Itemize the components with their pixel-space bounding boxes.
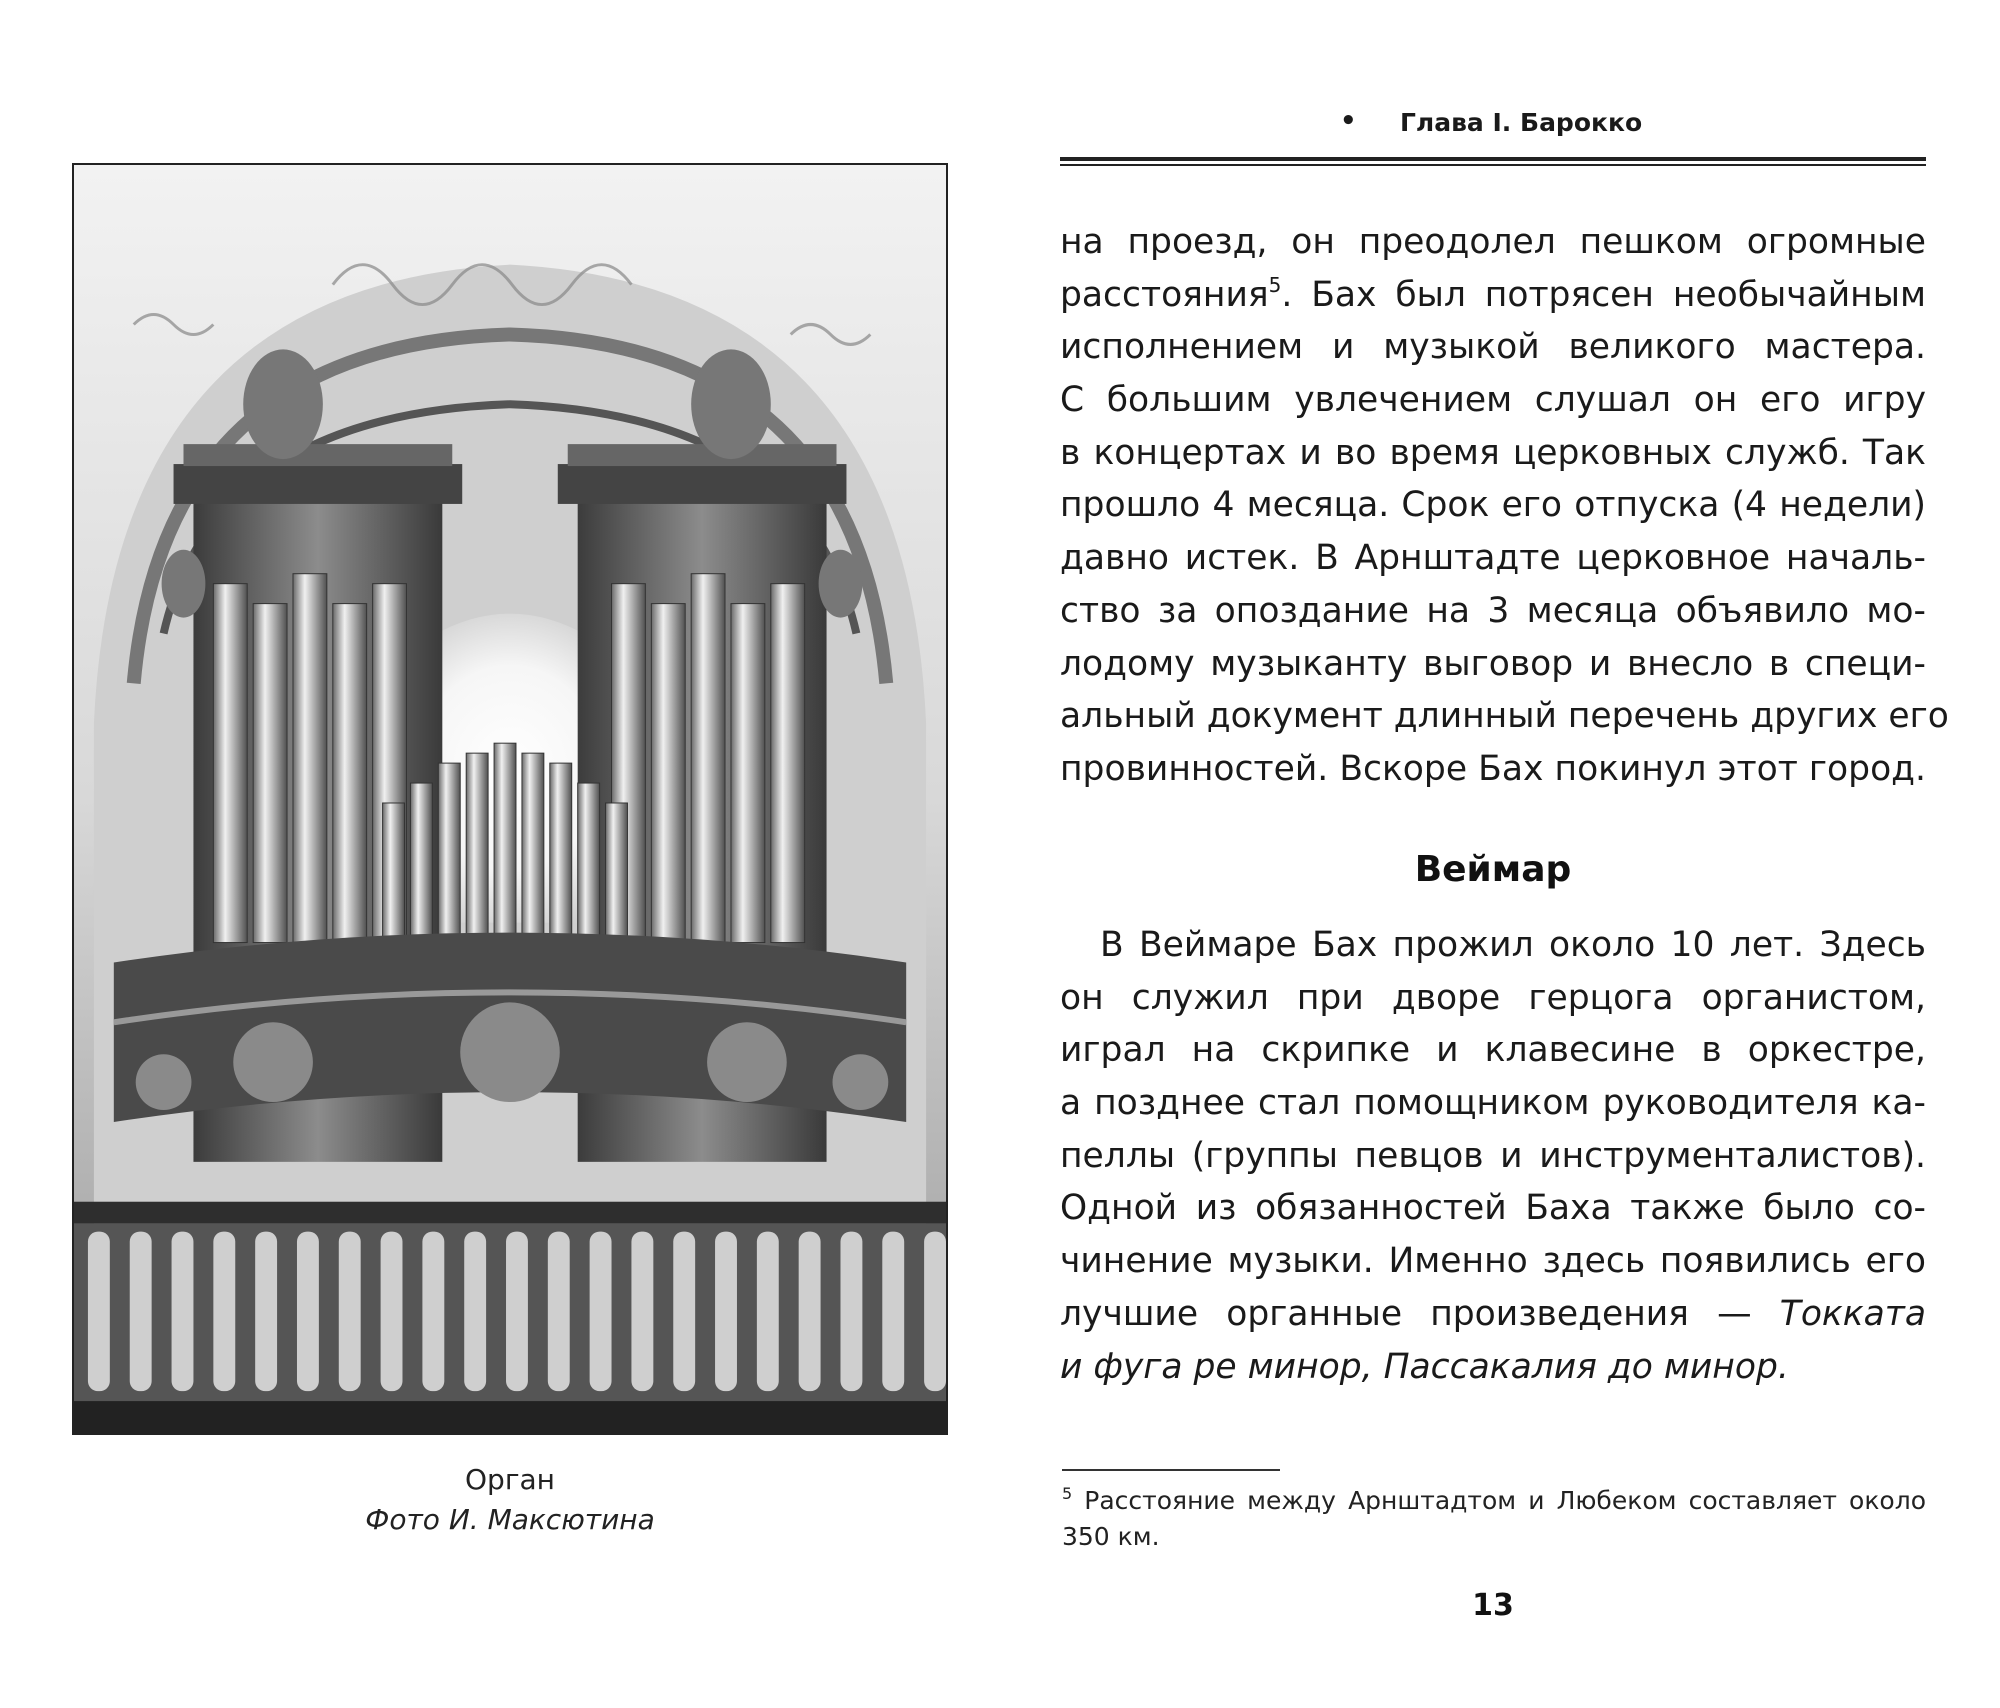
text-line <box>1060 269 1926 322</box>
organ-photo <box>72 163 948 1435</box>
paragraph-2 <box>1060 919 1926 1393</box>
footnote-separator <box>1062 1469 1280 1471</box>
text-fragment: расстояния <box>1060 274 1269 315</box>
paragraph-1 <box>1060 216 1949 796</box>
text-fragment: лучшие органные произведения — <box>1060 1293 1780 1334</box>
running-head <box>1060 108 1926 144</box>
footnote <box>1062 1483 1926 1555</box>
work-title-italic: Токката <box>1779 1293 1926 1334</box>
header-rule-thick <box>1060 157 1926 161</box>
text-line: альный документ длинный перечень других его <box>1060 696 1949 737</box>
figure-caption-title: Орган <box>465 1463 555 1496</box>
footnote-reference[interactable]: 5 <box>1268 272 1282 297</box>
footnote-text: Расстояние между Арнштадтом и Любеком составляет около <box>1072 1486 1926 1515</box>
footnote-line: 350 км. <box>1062 1522 1160 1551</box>
text-line: прошло 4 месяца. Срок его отпуска (4 недели) <box>1060 485 1926 526</box>
section-heading: Веймар <box>1414 849 1572 890</box>
text-line: В Веймаре Бах прожил около 10 лет. Здесь <box>1100 925 1926 965</box>
organ-illustration <box>74 165 946 1433</box>
text-line <box>1060 1288 1926 1341</box>
header-rule-thin <box>1060 164 1926 166</box>
text-line: лодому музыканту выговор и внесло в специ- <box>1060 643 1926 684</box>
footnote-line <box>1062 1483 1926 1519</box>
text-fragment: . Бах был потрясен необычайным <box>1281 274 1926 315</box>
running-head-bullet: • <box>1340 106 1357 136</box>
text-line: ство за опоздание на 3 месяца объявило мо- <box>1060 590 1926 631</box>
text-line: давно истек. В Арнштадте церковное началь- <box>1060 538 1926 579</box>
text-line: провинностей. Вскоре Бах покинул этот город. <box>1060 748 1926 789</box>
text-line: пеллы (группы певцов и инструменталистов). <box>1060 1135 1926 1176</box>
text-line: в концертах и во время церковных служб. Так <box>1060 432 1926 473</box>
text-line: Одной из обязанностей Баха также было со- <box>1060 1188 1926 1229</box>
page-number: 13 <box>1472 1588 1514 1623</box>
text-line: и фуга ре минор, Пассакалия до минор. <box>1060 1346 1789 1387</box>
text-line: он служил при дворе герцога органистом, <box>1060 977 1926 1018</box>
figure-caption-credit: Фото И. Максютина <box>365 1503 655 1536</box>
text-line: исполнением и музыкой великого мастера. <box>1060 327 1926 368</box>
text-line: чинение музыки. Именно здесь появились его <box>1060 1241 1926 1282</box>
chapter-title: Глава I. Барокко <box>1400 108 1643 137</box>
text-line: С большим увлечением слушал он его игру <box>1060 380 1926 421</box>
text-line: играл на скрипке и клавесине в оркестре, <box>1060 1030 1926 1071</box>
text-line: а позднее стал помощником руководителя ка- <box>1060 1083 1926 1124</box>
text-line: на проезд, он преодолел пешком огромные <box>1060 222 1926 262</box>
footnote-marker: 5 <box>1062 1484 1073 1503</box>
